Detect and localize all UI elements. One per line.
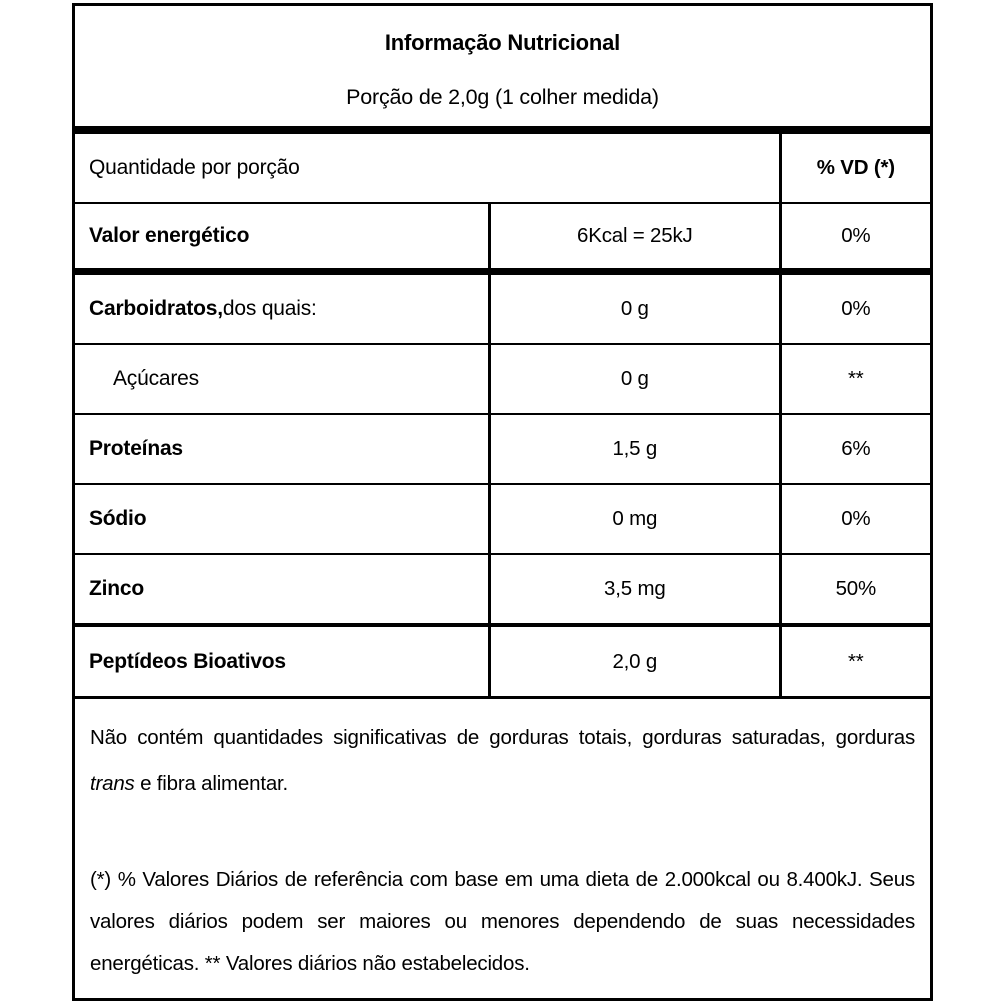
no-significant-amounts-note: Não contém quantidades significativas de gorduras totais, gorduras saturadas, gorduras trans e fibra alimentar. (90, 726, 915, 795)
nutrient-amount: 2,0 g (488, 627, 779, 696)
nutrient-name: Sódio (89, 507, 147, 530)
label-title: Informação Nutricional (384, 30, 621, 55)
nutrient-row-valor-energetico (75, 204, 930, 275)
nutrient-amount: 1,5 g (488, 415, 779, 483)
nutrient-amount: 6Kcal = 25kJ (488, 204, 779, 268)
nutrient-amount: 3,5 mg (488, 555, 779, 623)
nutrient-row-sodio (75, 485, 930, 555)
trans-italic-text: trans (90, 772, 135, 795)
nutrient-name: Açúcares (113, 367, 199, 390)
nutrient-name: Peptídeos Bioativos (89, 649, 286, 673)
nutrient-row-zinco (75, 555, 930, 627)
nutrient-row-acucares (75, 345, 930, 415)
daily-value-header: % VD (*) (779, 134, 930, 202)
nutrient-name: Zinco (89, 577, 144, 600)
daily-values-note: (*) % Valores Diários de referência com base em uma dieta de 2.000kcal ou 8.400kJ. Seus valores diários podem ser maiores ou menores dependendo de suas necessidades energéticas. ** Valores diários não estabelecidos. (90, 868, 915, 975)
nutrient-amount: 0 g (488, 345, 779, 413)
amount-per-serving-header: Quantidade por porção (89, 156, 300, 179)
nutrient-name: Valor energético (89, 224, 250, 247)
nutrient-dv: 6% (779, 415, 930, 483)
nutrient-dv: 50% (779, 555, 930, 623)
nutrient-row-proteinas (75, 415, 930, 485)
nutrient-dv: 0% (779, 204, 930, 268)
nutrient-row-peptideos (75, 627, 930, 699)
nutrient-dv: ** (779, 627, 930, 696)
nutrient-amount: 0 g (488, 275, 779, 343)
column-header-row (75, 134, 930, 204)
nutrient-dv: ** (779, 345, 930, 413)
label-header (75, 6, 930, 134)
serving-size: Porção de 2,0g (1 colher medida) (346, 85, 659, 109)
nutrient-amount: 0 mg (488, 485, 779, 553)
nutrient-name: Carboidratos, dos quais: (89, 297, 317, 320)
nutrition-label (72, 3, 933, 1001)
nutrient-dv: 0% (779, 275, 930, 343)
nutrient-name: Proteínas (89, 437, 183, 460)
footnotes-section (75, 699, 930, 998)
nutrient-dv: 0% (779, 485, 930, 553)
nutrient-row-carboidratos (75, 275, 930, 345)
